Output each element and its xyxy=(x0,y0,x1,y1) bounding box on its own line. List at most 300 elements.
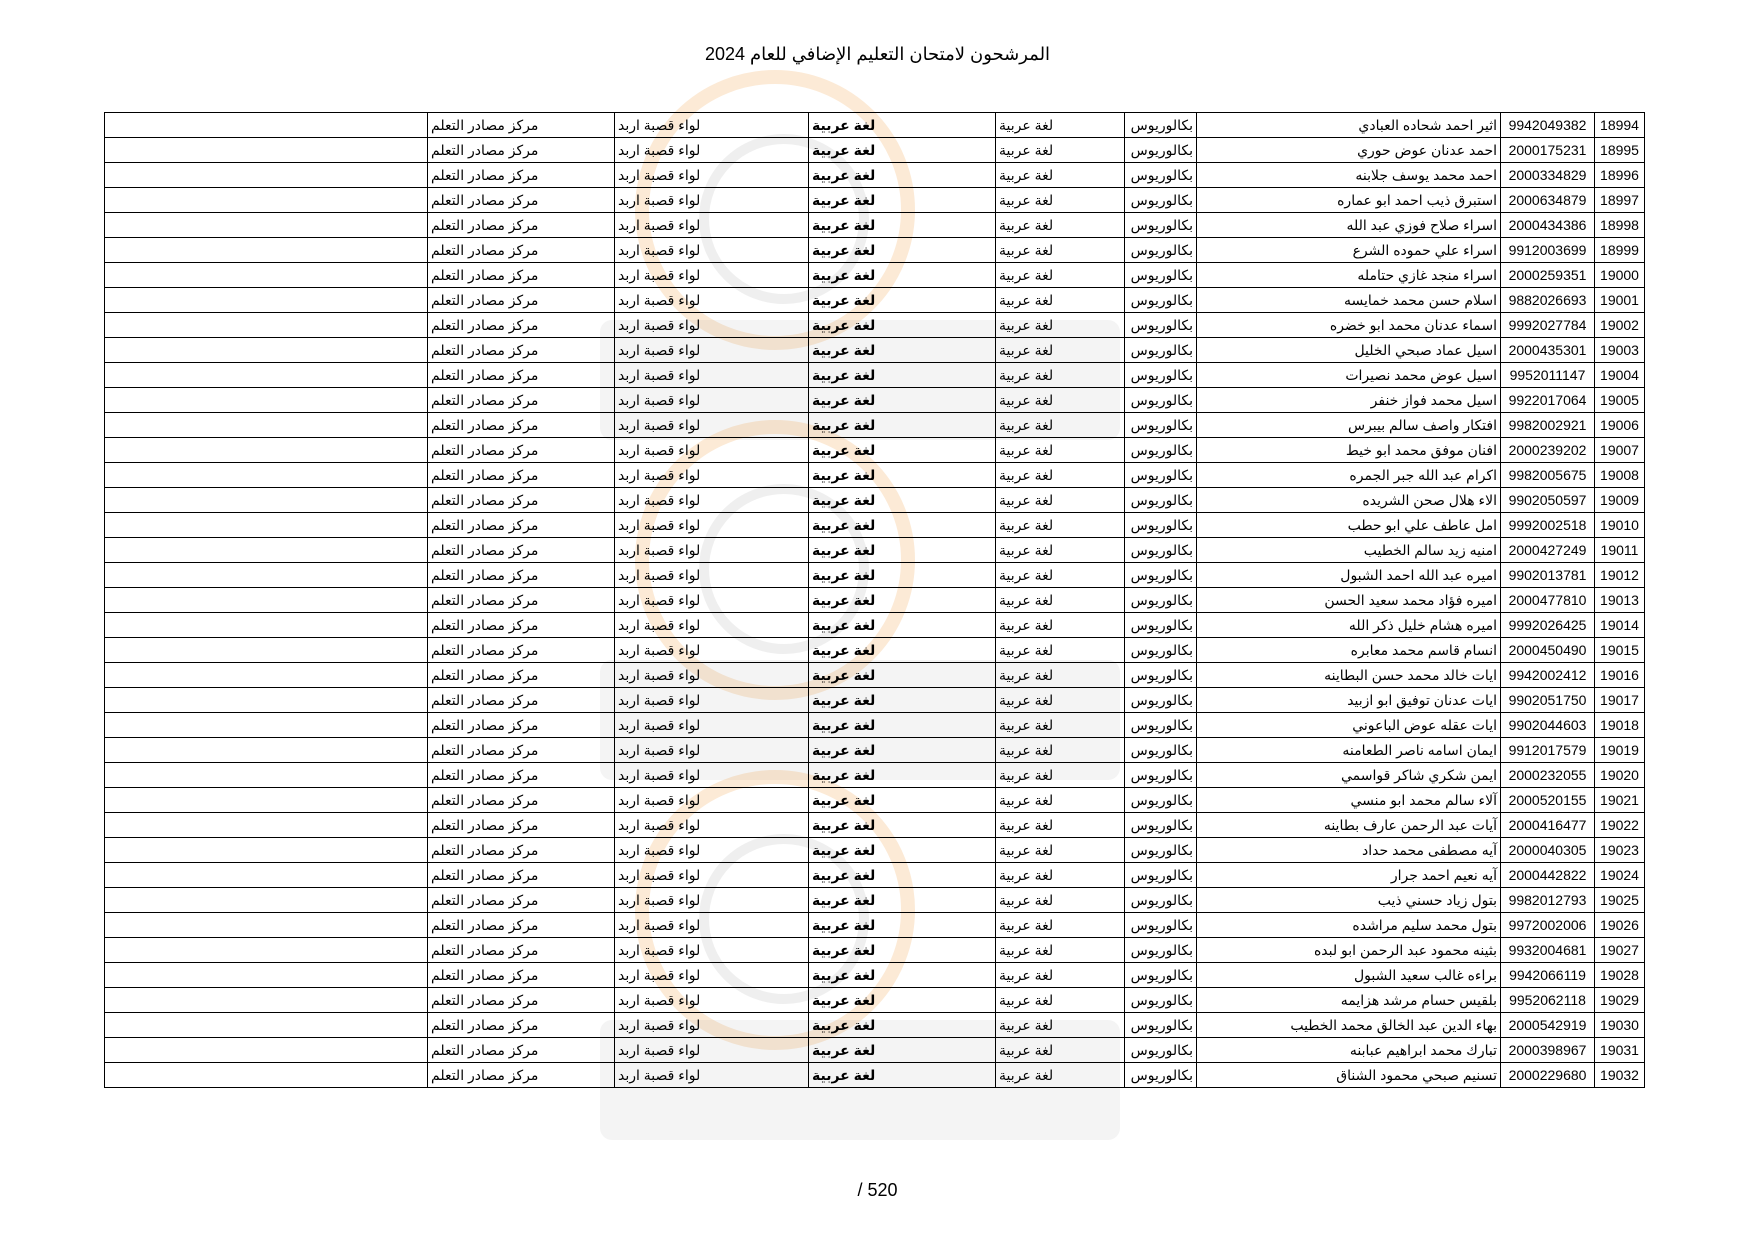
cell-specialization: لغة عربية xyxy=(996,263,1125,288)
cell-sequence-number: 19007 xyxy=(1595,438,1645,463)
cell-district: لواء قصبة اربد xyxy=(615,763,809,788)
cell-empty xyxy=(105,563,428,588)
cell-national-id: 9902051750 xyxy=(1501,688,1595,713)
cell-exam-center: مركز مصادر التعلم xyxy=(428,888,615,913)
cell-district: لواء قصبة اربد xyxy=(615,1013,809,1038)
cell-sequence-number: 19003 xyxy=(1595,338,1645,363)
cell-exam-subject: لغة عربية xyxy=(809,438,996,463)
cell-exam-subject: لغة عربية xyxy=(809,563,996,588)
cell-national-id: 2000450490 xyxy=(1501,638,1595,663)
cell-specialization: لغة عربية xyxy=(996,638,1125,663)
cell-sequence-number: 18996 xyxy=(1595,163,1645,188)
cell-exam-center: مركز مصادر التعلم xyxy=(428,713,615,738)
cell-national-id: 2000040305 xyxy=(1501,838,1595,863)
cell-empty xyxy=(105,1063,428,1088)
cell-sequence-number: 18994 xyxy=(1595,113,1645,138)
cell-candidate-name: الاء هلال صحن الشريده xyxy=(1197,488,1501,513)
cell-specialization: لغة عربية xyxy=(996,863,1125,888)
cell-sequence-number: 19024 xyxy=(1595,863,1645,888)
cell-certificate: بكالوريوس xyxy=(1125,1063,1197,1088)
cell-exam-center: مركز مصادر التعلم xyxy=(428,188,615,213)
cell-specialization: لغة عربية xyxy=(996,188,1125,213)
cell-specialization: لغة عربية xyxy=(996,713,1125,738)
cell-empty xyxy=(105,638,428,663)
cell-district: لواء قصبة اربد xyxy=(615,1038,809,1063)
cell-national-id: 2000520155 xyxy=(1501,788,1595,813)
cell-empty xyxy=(105,188,428,213)
cell-empty xyxy=(105,138,428,163)
cell-exam-center: مركز مصادر التعلم xyxy=(428,638,615,663)
cell-specialization: لغة عربية xyxy=(996,163,1125,188)
cell-district: لواء قصبة اربد xyxy=(615,138,809,163)
cell-exam-center: مركز مصادر التعلم xyxy=(428,913,615,938)
cell-candidate-name: اسلام حسن محمد خمايسه xyxy=(1197,288,1501,313)
cell-candidate-name: ايات عقله عوض الباعوني xyxy=(1197,713,1501,738)
cell-district: لواء قصبة اربد xyxy=(615,663,809,688)
table-row xyxy=(105,1013,1645,1038)
cell-district: لواء قصبة اربد xyxy=(615,113,809,138)
cell-specialization: لغة عربية xyxy=(996,738,1125,763)
cell-certificate: بكالوريوس xyxy=(1125,163,1197,188)
cell-exam-subject: لغة عربية xyxy=(809,938,996,963)
cell-empty xyxy=(105,788,428,813)
cell-exam-subject: لغة عربية xyxy=(809,213,996,238)
table-row xyxy=(105,213,1645,238)
cell-district: لواء قصبة اربد xyxy=(615,438,809,463)
cell-national-id: 9992027784 xyxy=(1501,313,1595,338)
table-row xyxy=(105,538,1645,563)
cell-candidate-name: براءه غالب سعيد الشبول xyxy=(1197,963,1501,988)
cell-empty xyxy=(105,213,428,238)
table-row xyxy=(105,388,1645,413)
cell-national-id: 2000435301 xyxy=(1501,338,1595,363)
cell-empty xyxy=(105,863,428,888)
cell-national-id: 9912017579 xyxy=(1501,738,1595,763)
cell-exam-subject: لغة عربية xyxy=(809,513,996,538)
cell-exam-subject: لغة عربية xyxy=(809,888,996,913)
cell-certificate: بكالوريوس xyxy=(1125,913,1197,938)
cell-certificate: بكالوريوس xyxy=(1125,588,1197,613)
cell-exam-subject: لغة عربية xyxy=(809,188,996,213)
cell-sequence-number: 19029 xyxy=(1595,988,1645,1013)
cell-district: لواء قصبة اربد xyxy=(615,338,809,363)
cell-district: لواء قصبة اربد xyxy=(615,188,809,213)
cell-district: لواء قصبة اربد xyxy=(615,638,809,663)
cell-national-id: 9902013781 xyxy=(1501,563,1595,588)
cell-exam-center: مركز مصادر التعلم xyxy=(428,113,615,138)
cell-certificate: بكالوريوس xyxy=(1125,413,1197,438)
cell-district: لواء قصبة اربد xyxy=(615,988,809,1013)
cell-specialization: لغة عربية xyxy=(996,688,1125,713)
cell-exam-subject: لغة عربية xyxy=(809,638,996,663)
cell-candidate-name: بهاء الدين عبد الخالق محمد الخطيب xyxy=(1197,1013,1501,1038)
cell-national-id: 9942049382 xyxy=(1501,113,1595,138)
cell-exam-center: مركز مصادر التعلم xyxy=(428,388,615,413)
table-row xyxy=(105,1038,1645,1063)
cell-exam-subject: لغة عربية xyxy=(809,388,996,413)
cell-candidate-name: اسيل محمد فواز خنفر xyxy=(1197,388,1501,413)
cell-certificate: بكالوريوس xyxy=(1125,388,1197,413)
cell-certificate: بكالوريوس xyxy=(1125,988,1197,1013)
cell-empty xyxy=(105,288,428,313)
table-row xyxy=(105,513,1645,538)
cell-certificate: بكالوريوس xyxy=(1125,713,1197,738)
cell-empty xyxy=(105,1013,428,1038)
cell-candidate-name: احمد عدنان عوض حوري xyxy=(1197,138,1501,163)
cell-sequence-number: 19005 xyxy=(1595,388,1645,413)
cell-exam-center: مركز مصادر التعلم xyxy=(428,263,615,288)
cell-sequence-number: 19031 xyxy=(1595,1038,1645,1063)
cell-national-id: 9982012793 xyxy=(1501,888,1595,913)
cell-exam-center: مركز مصادر التعلم xyxy=(428,1063,615,1088)
cell-exam-subject: لغة عربية xyxy=(809,913,996,938)
cell-exam-subject: لغة عربية xyxy=(809,413,996,438)
cell-sequence-number: 19004 xyxy=(1595,363,1645,388)
cell-empty xyxy=(105,913,428,938)
cell-district: لواء قصبة اربد xyxy=(615,688,809,713)
cell-certificate: بكالوريوس xyxy=(1125,238,1197,263)
cell-certificate: بكالوريوس xyxy=(1125,438,1197,463)
cell-candidate-name: امنيه زيد سالم الخطيب xyxy=(1197,538,1501,563)
cell-certificate: بكالوريوس xyxy=(1125,888,1197,913)
cell-national-id: 2000259351 xyxy=(1501,263,1595,288)
cell-exam-center: مركز مصادر التعلم xyxy=(428,163,615,188)
cell-exam-center: مركز مصادر التعلم xyxy=(428,488,615,513)
cell-exam-center: مركز مصادر التعلم xyxy=(428,588,615,613)
cell-exam-subject: لغة عربية xyxy=(809,863,996,888)
cell-sequence-number: 18999 xyxy=(1595,238,1645,263)
cell-certificate: بكالوريوس xyxy=(1125,1013,1197,1038)
cell-candidate-name: احمد محمد يوسف جلابنه xyxy=(1197,163,1501,188)
cell-district: لواء قصبة اربد xyxy=(615,613,809,638)
cell-exam-subject: لغة عربية xyxy=(809,313,996,338)
cell-specialization: لغة عربية xyxy=(996,813,1125,838)
cell-empty xyxy=(105,238,428,263)
table-row xyxy=(105,638,1645,663)
cell-specialization: لغة عربية xyxy=(996,313,1125,338)
cell-exam-center: مركز مصادر التعلم xyxy=(428,413,615,438)
cell-candidate-name: اسيل عوض محمد نصيرات xyxy=(1197,363,1501,388)
table-row xyxy=(105,613,1645,638)
table-row xyxy=(105,838,1645,863)
cell-specialization: لغة عربية xyxy=(996,1038,1125,1063)
cell-specialization: لغة عربية xyxy=(996,563,1125,588)
candidates-table xyxy=(104,112,1645,1088)
cell-district: لواء قصبة اربد xyxy=(615,588,809,613)
cell-national-id: 9982005675 xyxy=(1501,463,1595,488)
cell-exam-subject: لغة عربية xyxy=(809,138,996,163)
cell-sequence-number: 19027 xyxy=(1595,938,1645,963)
cell-certificate: بكالوريوس xyxy=(1125,813,1197,838)
cell-exam-center: مركز مصادر التعلم xyxy=(428,338,615,363)
cell-certificate: بكالوريوس xyxy=(1125,363,1197,388)
cell-sequence-number: 19028 xyxy=(1595,963,1645,988)
cell-empty xyxy=(105,263,428,288)
cell-exam-subject: لغة عربية xyxy=(809,263,996,288)
cell-exam-center: مركز مصادر التعلم xyxy=(428,138,615,163)
cell-national-id: 9932004681 xyxy=(1501,938,1595,963)
cell-exam-subject: لغة عربية xyxy=(809,163,996,188)
cell-district: لواء قصبة اربد xyxy=(615,563,809,588)
cell-exam-center: مركز مصادر التعلم xyxy=(428,738,615,763)
cell-national-id: 9942066119 xyxy=(1501,963,1595,988)
cell-empty xyxy=(105,363,428,388)
cell-district: لواء قصبة اربد xyxy=(615,213,809,238)
cell-certificate: بكالوريوس xyxy=(1125,463,1197,488)
cell-certificate: بكالوريوس xyxy=(1125,113,1197,138)
cell-empty xyxy=(105,888,428,913)
cell-exam-subject: لغة عربية xyxy=(809,988,996,1013)
cell-specialization: لغة عربية xyxy=(996,288,1125,313)
table-row xyxy=(105,738,1645,763)
table-row xyxy=(105,438,1645,463)
cell-specialization: لغة عربية xyxy=(996,538,1125,563)
cell-empty xyxy=(105,738,428,763)
cell-candidate-name: امل عاطف علي ابو حطب xyxy=(1197,513,1501,538)
table-row xyxy=(105,463,1645,488)
cell-empty xyxy=(105,688,428,713)
cell-exam-center: مركز مصادر التعلم xyxy=(428,213,615,238)
cell-specialization: لغة عربية xyxy=(996,1063,1125,1088)
table-row xyxy=(105,913,1645,938)
cell-specialization: لغة عربية xyxy=(996,513,1125,538)
table-row xyxy=(105,488,1645,513)
cell-empty xyxy=(105,613,428,638)
table-row xyxy=(105,338,1645,363)
cell-exam-subject: لغة عربية xyxy=(809,288,996,313)
cell-exam-center: مركز مصادر التعلم xyxy=(428,838,615,863)
cell-candidate-name: استبرق ذيب احمد ابو عماره xyxy=(1197,188,1501,213)
cell-national-id: 2000175231 xyxy=(1501,138,1595,163)
cell-empty xyxy=(105,538,428,563)
cell-specialization: لغة عربية xyxy=(996,238,1125,263)
page-number: / 520 xyxy=(857,1180,898,1200)
table-row xyxy=(105,138,1645,163)
cell-exam-center: مركز مصادر التعلم xyxy=(428,463,615,488)
cell-exam-center: مركز مصادر التعلم xyxy=(428,813,615,838)
cell-exam-center: مركز مصادر التعلم xyxy=(428,313,615,338)
cell-candidate-name: افتكار واصف سالم بيبرس xyxy=(1197,413,1501,438)
cell-candidate-name: افنان موفق محمد ابو خيط xyxy=(1197,438,1501,463)
cell-certificate: بكالوريوس xyxy=(1125,488,1197,513)
cell-candidate-name: آيات عبد الرحمن عارف بطاينه xyxy=(1197,813,1501,838)
cell-specialization: لغة عربية xyxy=(996,1013,1125,1038)
table-row xyxy=(105,963,1645,988)
cell-exam-center: مركز مصادر التعلم xyxy=(428,963,615,988)
table-row xyxy=(105,188,1645,213)
cell-district: لواء قصبة اربد xyxy=(615,388,809,413)
table-row xyxy=(105,588,1645,613)
cell-national-id: 9952011147 xyxy=(1501,363,1595,388)
cell-certificate: بكالوريوس xyxy=(1125,938,1197,963)
cell-empty xyxy=(105,588,428,613)
table-row xyxy=(105,313,1645,338)
cell-empty xyxy=(105,838,428,863)
cell-empty xyxy=(105,163,428,188)
cell-sequence-number: 19023 xyxy=(1595,838,1645,863)
cell-empty xyxy=(105,763,428,788)
cell-sequence-number: 19006 xyxy=(1595,413,1645,438)
cell-exam-subject: لغة عربية xyxy=(809,588,996,613)
cell-exam-center: مركز مصادر التعلم xyxy=(428,763,615,788)
cell-specialization: لغة عربية xyxy=(996,488,1125,513)
cell-sequence-number: 19022 xyxy=(1595,813,1645,838)
cell-national-id: 2000398967 xyxy=(1501,1038,1595,1063)
cell-district: لواء قصبة اربد xyxy=(615,713,809,738)
cell-exam-subject: لغة عربية xyxy=(809,338,996,363)
cell-national-id: 9942002412 xyxy=(1501,663,1595,688)
cell-sequence-number: 19026 xyxy=(1595,913,1645,938)
cell-candidate-name: تسنيم صبحي محمود الشناق xyxy=(1197,1063,1501,1088)
cell-exam-subject: لغة عربية xyxy=(809,813,996,838)
table-row xyxy=(105,763,1645,788)
cell-national-id: 9902050597 xyxy=(1501,488,1595,513)
cell-national-id: 2000232055 xyxy=(1501,763,1595,788)
cell-specialization: لغة عربية xyxy=(996,363,1125,388)
cell-district: لواء قصبة اربد xyxy=(615,488,809,513)
cell-certificate: بكالوريوس xyxy=(1125,963,1197,988)
table-row xyxy=(105,788,1645,813)
cell-exam-center: مركز مصادر التعلم xyxy=(428,1013,615,1038)
cell-district: لواء قصبة اربد xyxy=(615,813,809,838)
table-row xyxy=(105,263,1645,288)
cell-national-id: 9992026425 xyxy=(1501,613,1595,638)
table-row xyxy=(105,363,1645,388)
table-row xyxy=(105,413,1645,438)
cell-candidate-name: اميره عبد الله احمد الشبول xyxy=(1197,563,1501,588)
cell-sequence-number: 19008 xyxy=(1595,463,1645,488)
cell-candidate-name: بتول زياد حسني ذيب xyxy=(1197,888,1501,913)
cell-certificate: بكالوريوس xyxy=(1125,763,1197,788)
cell-candidate-name: تبارك محمد ابراهيم عبابنه xyxy=(1197,1038,1501,1063)
cell-exam-subject: لغة عربية xyxy=(809,738,996,763)
cell-empty xyxy=(105,313,428,338)
cell-exam-center: مركز مصادر التعلم xyxy=(428,288,615,313)
cell-specialization: لغة عربية xyxy=(996,913,1125,938)
cell-sequence-number: 19013 xyxy=(1595,588,1645,613)
cell-sequence-number: 19021 xyxy=(1595,788,1645,813)
table-row xyxy=(105,988,1645,1013)
cell-sequence-number: 19001 xyxy=(1595,288,1645,313)
cell-exam-center: مركز مصادر التعلم xyxy=(428,688,615,713)
cell-exam-subject: لغة عربية xyxy=(809,688,996,713)
cell-district: لواء قصبة اربد xyxy=(615,413,809,438)
cell-certificate: بكالوريوس xyxy=(1125,338,1197,363)
cell-district: لواء قصبة اربد xyxy=(615,863,809,888)
cell-specialization: لغة عربية xyxy=(996,963,1125,988)
cell-specialization: لغة عربية xyxy=(996,588,1125,613)
cell-sequence-number: 19015 xyxy=(1595,638,1645,663)
cell-candidate-name: اسراء علي حموده الشرع xyxy=(1197,238,1501,263)
cell-exam-center: مركز مصادر التعلم xyxy=(428,788,615,813)
cell-exam-subject: لغة عربية xyxy=(809,238,996,263)
cell-certificate: بكالوريوس xyxy=(1125,313,1197,338)
cell-candidate-name: اسماء عدنان محمد ابو خضره xyxy=(1197,313,1501,338)
cell-national-id: 2000334829 xyxy=(1501,163,1595,188)
cell-national-id: 2000229680 xyxy=(1501,1063,1595,1088)
cell-sequence-number: 19020 xyxy=(1595,763,1645,788)
cell-candidate-name: آيه مصطفى محمد حداد xyxy=(1197,838,1501,863)
cell-district: لواء قصبة اربد xyxy=(615,838,809,863)
cell-specialization: لغة عربية xyxy=(996,463,1125,488)
candidates-table-body xyxy=(105,113,1645,1088)
cell-national-id: 9992002518 xyxy=(1501,513,1595,538)
cell-candidate-name: اسراء صلاح فوزي عبد الله xyxy=(1197,213,1501,238)
cell-exam-center: مركز مصادر التعلم xyxy=(428,863,615,888)
cell-district: لواء قصبة اربد xyxy=(615,513,809,538)
cell-candidate-name: بثينه محمود عبد الرحمن ابو لبده xyxy=(1197,938,1501,963)
cell-candidate-name: آلاء سالم محمد ابو منسي xyxy=(1197,788,1501,813)
cell-candidate-name: بتول محمد سليم مراشده xyxy=(1197,913,1501,938)
cell-specialization: لغة عربية xyxy=(996,338,1125,363)
cell-national-id: 9902044603 xyxy=(1501,713,1595,738)
cell-exam-subject: لغة عربية xyxy=(809,363,996,388)
cell-empty xyxy=(105,663,428,688)
cell-empty xyxy=(105,438,428,463)
table-row xyxy=(105,238,1645,263)
cell-sequence-number: 19030 xyxy=(1595,1013,1645,1038)
cell-certificate: بكالوريوس xyxy=(1125,563,1197,588)
cell-exam-center: مركز مصادر التعلم xyxy=(428,1038,615,1063)
cell-exam-subject: لغة عربية xyxy=(809,113,996,138)
table-row xyxy=(105,663,1645,688)
cell-exam-center: مركز مصادر التعلم xyxy=(428,613,615,638)
cell-exam-subject: لغة عربية xyxy=(809,838,996,863)
cell-national-id: 9922017064 xyxy=(1501,388,1595,413)
cell-district: لواء قصبة اربد xyxy=(615,738,809,763)
cell-exam-center: مركز مصادر التعلم xyxy=(428,938,615,963)
cell-exam-center: مركز مصادر التعلم xyxy=(428,513,615,538)
cell-sequence-number: 19012 xyxy=(1595,563,1645,588)
cell-exam-subject: لغة عربية xyxy=(809,713,996,738)
cell-sequence-number: 19018 xyxy=(1595,713,1645,738)
cell-candidate-name: اميره هشام خليل ذكر الله xyxy=(1197,613,1501,638)
cell-candidate-name: ايمان اسامه ناصر الطعامنه xyxy=(1197,738,1501,763)
cell-candidate-name: ايمن شكري شاكر قواسمي xyxy=(1197,763,1501,788)
table-row xyxy=(105,863,1645,888)
cell-specialization: لغة عربية xyxy=(996,763,1125,788)
cell-exam-subject: لغة عربية xyxy=(809,963,996,988)
cell-national-id: 2000416477 xyxy=(1501,813,1595,838)
cell-empty xyxy=(105,1038,428,1063)
cell-specialization: لغة عربية xyxy=(996,788,1125,813)
cell-certificate: بكالوريوس xyxy=(1125,663,1197,688)
cell-exam-subject: لغة عربية xyxy=(809,463,996,488)
cell-district: لواء قصبة اربد xyxy=(615,788,809,813)
cell-certificate: بكالوريوس xyxy=(1125,263,1197,288)
cell-certificate: بكالوريوس xyxy=(1125,138,1197,163)
table-row xyxy=(105,713,1645,738)
cell-certificate: بكالوريوس xyxy=(1125,738,1197,763)
cell-certificate: بكالوريوس xyxy=(1125,188,1197,213)
table-row xyxy=(105,888,1645,913)
cell-specialization: لغة عربية xyxy=(996,838,1125,863)
cell-national-id: 2000239202 xyxy=(1501,438,1595,463)
table-row xyxy=(105,938,1645,963)
cell-empty xyxy=(105,388,428,413)
cell-district: لواء قصبة اربد xyxy=(615,538,809,563)
cell-certificate: بكالوريوس xyxy=(1125,688,1197,713)
cell-sequence-number: 19010 xyxy=(1595,513,1645,538)
cell-certificate: بكالوريوس xyxy=(1125,213,1197,238)
cell-certificate: بكالوريوس xyxy=(1125,838,1197,863)
cell-exam-subject: لغة عربية xyxy=(809,538,996,563)
cell-national-id: 2000434386 xyxy=(1501,213,1595,238)
cell-sequence-number: 19019 xyxy=(1595,738,1645,763)
table-row xyxy=(105,288,1645,313)
cell-sequence-number: 19002 xyxy=(1595,313,1645,338)
table-row xyxy=(105,813,1645,838)
